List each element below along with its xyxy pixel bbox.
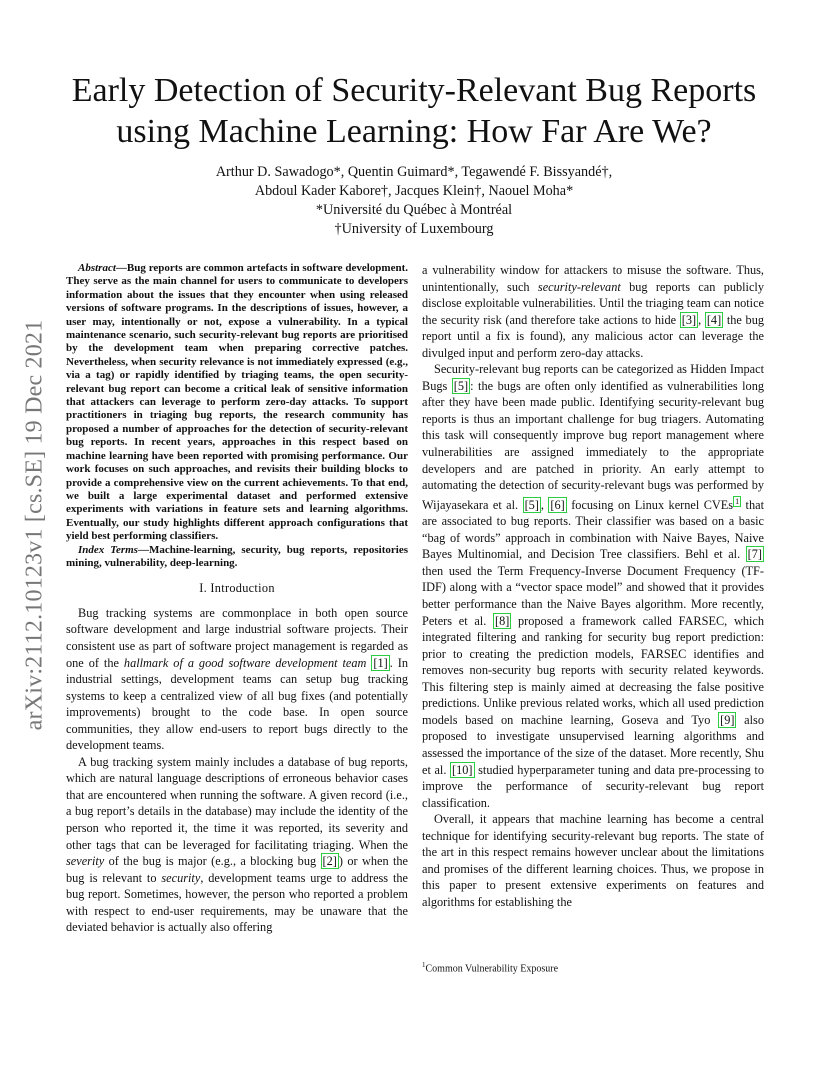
intro-paragraph-2: A bug tracking system mainly includes a database of bug reports, which are natural language descriptions of erroneous behavior cases that are encountered when running the software. A given record (i.e., a bug report’s details in the database) may include the identity of the person who reported it, the time it was reported, its severity and other tags that can be leveraged for facilitating triaging. When the severity of the bug is major (e.g., a blocking bug [2] ) or when the bug is relevant to security, development teams urge to address the bug report. Sometimes, however, the person who reported a problem with respect to end-user requirements, may be unaware that the deviated behavior is actually also offering xyxy=(66,754,409,935)
affiliation-1: *Université du Québec à Montréal xyxy=(315,202,513,218)
index-terms-label: Index Terms xyxy=(78,543,138,556)
citation-link[interactable]: [1] xyxy=(373,655,388,670)
title-line-1: Early Detection of Security-Relevant Bug Reports xyxy=(71,72,757,109)
left-column xyxy=(66,262,408,936)
authors-line-1: Arthur D. Sawadogo*, Quentin Guimard*, Tegawendé F. Bissyandé†, xyxy=(215,164,613,180)
citation-link[interactable]: [7] xyxy=(747,547,762,562)
intro-paragraph-4: Security-relevant bug reports can be categorized as Hidden Impact Bugs [5] : the bugs are often only identified as vulnerabilities long after they have been made public. Identifying security-relevant bug reports is thus an important challenge for bug triagers. Automating this task will consequently improve bug report management where vulnerabilities are assigned immediately to the appropriate developers and are patched in priority. An early attempt to automating the detection of security-relevant bugs was performed by Wijayasekara et al. [5] , [6] focusing on Linux kernel CVEs $^1$ that are associated to bug reports. Their classifier was based on a basic “bag of words” approach in combination with Naive Bayes, Naive Bayes Multinomial, and Decision Tree classifiers. Behl et al. [7] then used the Term Frequency-Inverse Document Frequency (TF-IDF) along with a “vector space model” and showed that it provides better performance than the Naive Bayes algorithm. More recently, Peters et al. [8] proposed a framework called FARSEC, which integrated filtering and ranking for security bug report prediction: prior to creating the prediction models, FARSEC identifies and removes non-security bug reports with security related keywords. This filtering step is mainly aimed at decreasing the false positive predictions. Unlike previous related works, which all used prediction models based on machine learning, Goseva and Tyo [9] also proposed to investigate unsupervised learning algorithms and assessed the importance of the size of the dataset. More recently, Shu et al. [10] studied hyperparameter tuning and data pre-processing to improve the performance of security-relevant bug report classification. xyxy=(422,362,765,810)
footnote-link[interactable]: 1 xyxy=(735,496,740,506)
affiliation-2: †University of Luxembourg xyxy=(334,221,494,237)
citation-link[interactable]: [6] xyxy=(550,497,565,512)
intro-paragraph-5: Overall, it appears that machine learning has become a central technique for identifying security-relevant bug reports. The state of the art in this respect remains however unclear about the limitations and promises of the different learning choices. Thus, we propose in this paper to present extensive experiments on features and algorithms for establishing the xyxy=(422,812,764,909)
author-block xyxy=(120,163,708,239)
right-column xyxy=(422,262,764,910)
citation-link[interactable]: [3] xyxy=(681,312,697,327)
title-line-2: using Machine Learning: How Far Are We? xyxy=(116,113,712,150)
citation-link[interactable]: [4] xyxy=(706,312,722,327)
section-heading: I. Introduction xyxy=(199,581,275,596)
abstract xyxy=(66,262,408,544)
citation-link[interactable]: [8] xyxy=(494,613,510,628)
footnote-mark: 1 xyxy=(422,961,426,969)
intro-paragraph-1: Bug tracking systems are commonplace in both open source software development and large industrial software projects. Their consistent use as part of software project management is regarded as one of the hallmark of a good software development team [1] . In industrial settings, development teams can setup bug tracking systems to keep a centralized view of all bug fixes (and potentially improvements) brought to the code base. In open source communities, they allow end-users to report bugs directly to the development teams. xyxy=(66,605,408,753)
citation-link[interactable]: [10] xyxy=(452,762,473,777)
arxiv-sidebar-stamp xyxy=(20,290,50,760)
authors-line-2: Abdoul Kader Kabore†, Jacques Klein†, Naouel Moha* xyxy=(254,183,574,199)
citation-link[interactable]: [9] xyxy=(720,712,735,727)
paper-title xyxy=(60,70,768,152)
intro-paragraph-3: a vulnerability window for attackers to misuse the software. Thus, unintentionally, such security-relevant bug reports can publicly disclose exploitable vulnerabilities. Until the triaging team can notice the security risk (and therefore take actions to hide [3] , [4] the bug report until a fix is found), any malicious actor can leverage the divulged input and perform zero-day attacks. xyxy=(422,263,764,360)
citation-link[interactable]: [2] xyxy=(322,854,337,869)
index-terms xyxy=(66,544,408,571)
abstract-label: Abstract xyxy=(78,262,116,274)
citation-link[interactable]: [5] xyxy=(524,497,539,512)
footnote-text: Common Vulnerability Exposure xyxy=(425,963,559,975)
index-terms-text: —Machine-learning, security, bug reports, repositories mining, vulnerability, deep-learning. xyxy=(66,543,408,569)
footnote xyxy=(422,959,764,975)
abstract-text: —Bug reports are common artefacts in software development. They serve as the main channel for users to communicate to developers information about the issues that they encounter when using released versions of software programs. In the descriptions of issues, however, a user may, intentionally or not, expose a vulnerability. In a typical maintenance scenario, such security-relevant bug reports are prioritised by the development team when preparing corrective patches. Nevertheless, when security relevance is not immediately expressed (e.g., via a tag) or rapidly identified by triaging teams, the open security-relevant bug report can become a critical leak of sensitive information that attackers can leverage to perform zero-day attacks. To support practitioners in triaging bug reports, the research community has proposed a number of approaches for the detection of security-relevant bug reports. In recent years, approaches in this respect based on machine learning have been reported with promising performance. Our work focuses on such approaches, and revisits their building blocks to provide a comprehensive view on the current achievements. To that end, we built a large experimental dataset and performed extensive experiments with variations in feature sets and learning algorithms. Eventually, our study highlights different approach configurations that yield best performing classifiers. xyxy=(66,262,408,543)
arxiv-id: arXiv:2112.10123v1 [cs.SE] 19 Dec 2021 xyxy=(21,319,48,731)
citation-link[interactable]: [5] xyxy=(453,378,469,393)
